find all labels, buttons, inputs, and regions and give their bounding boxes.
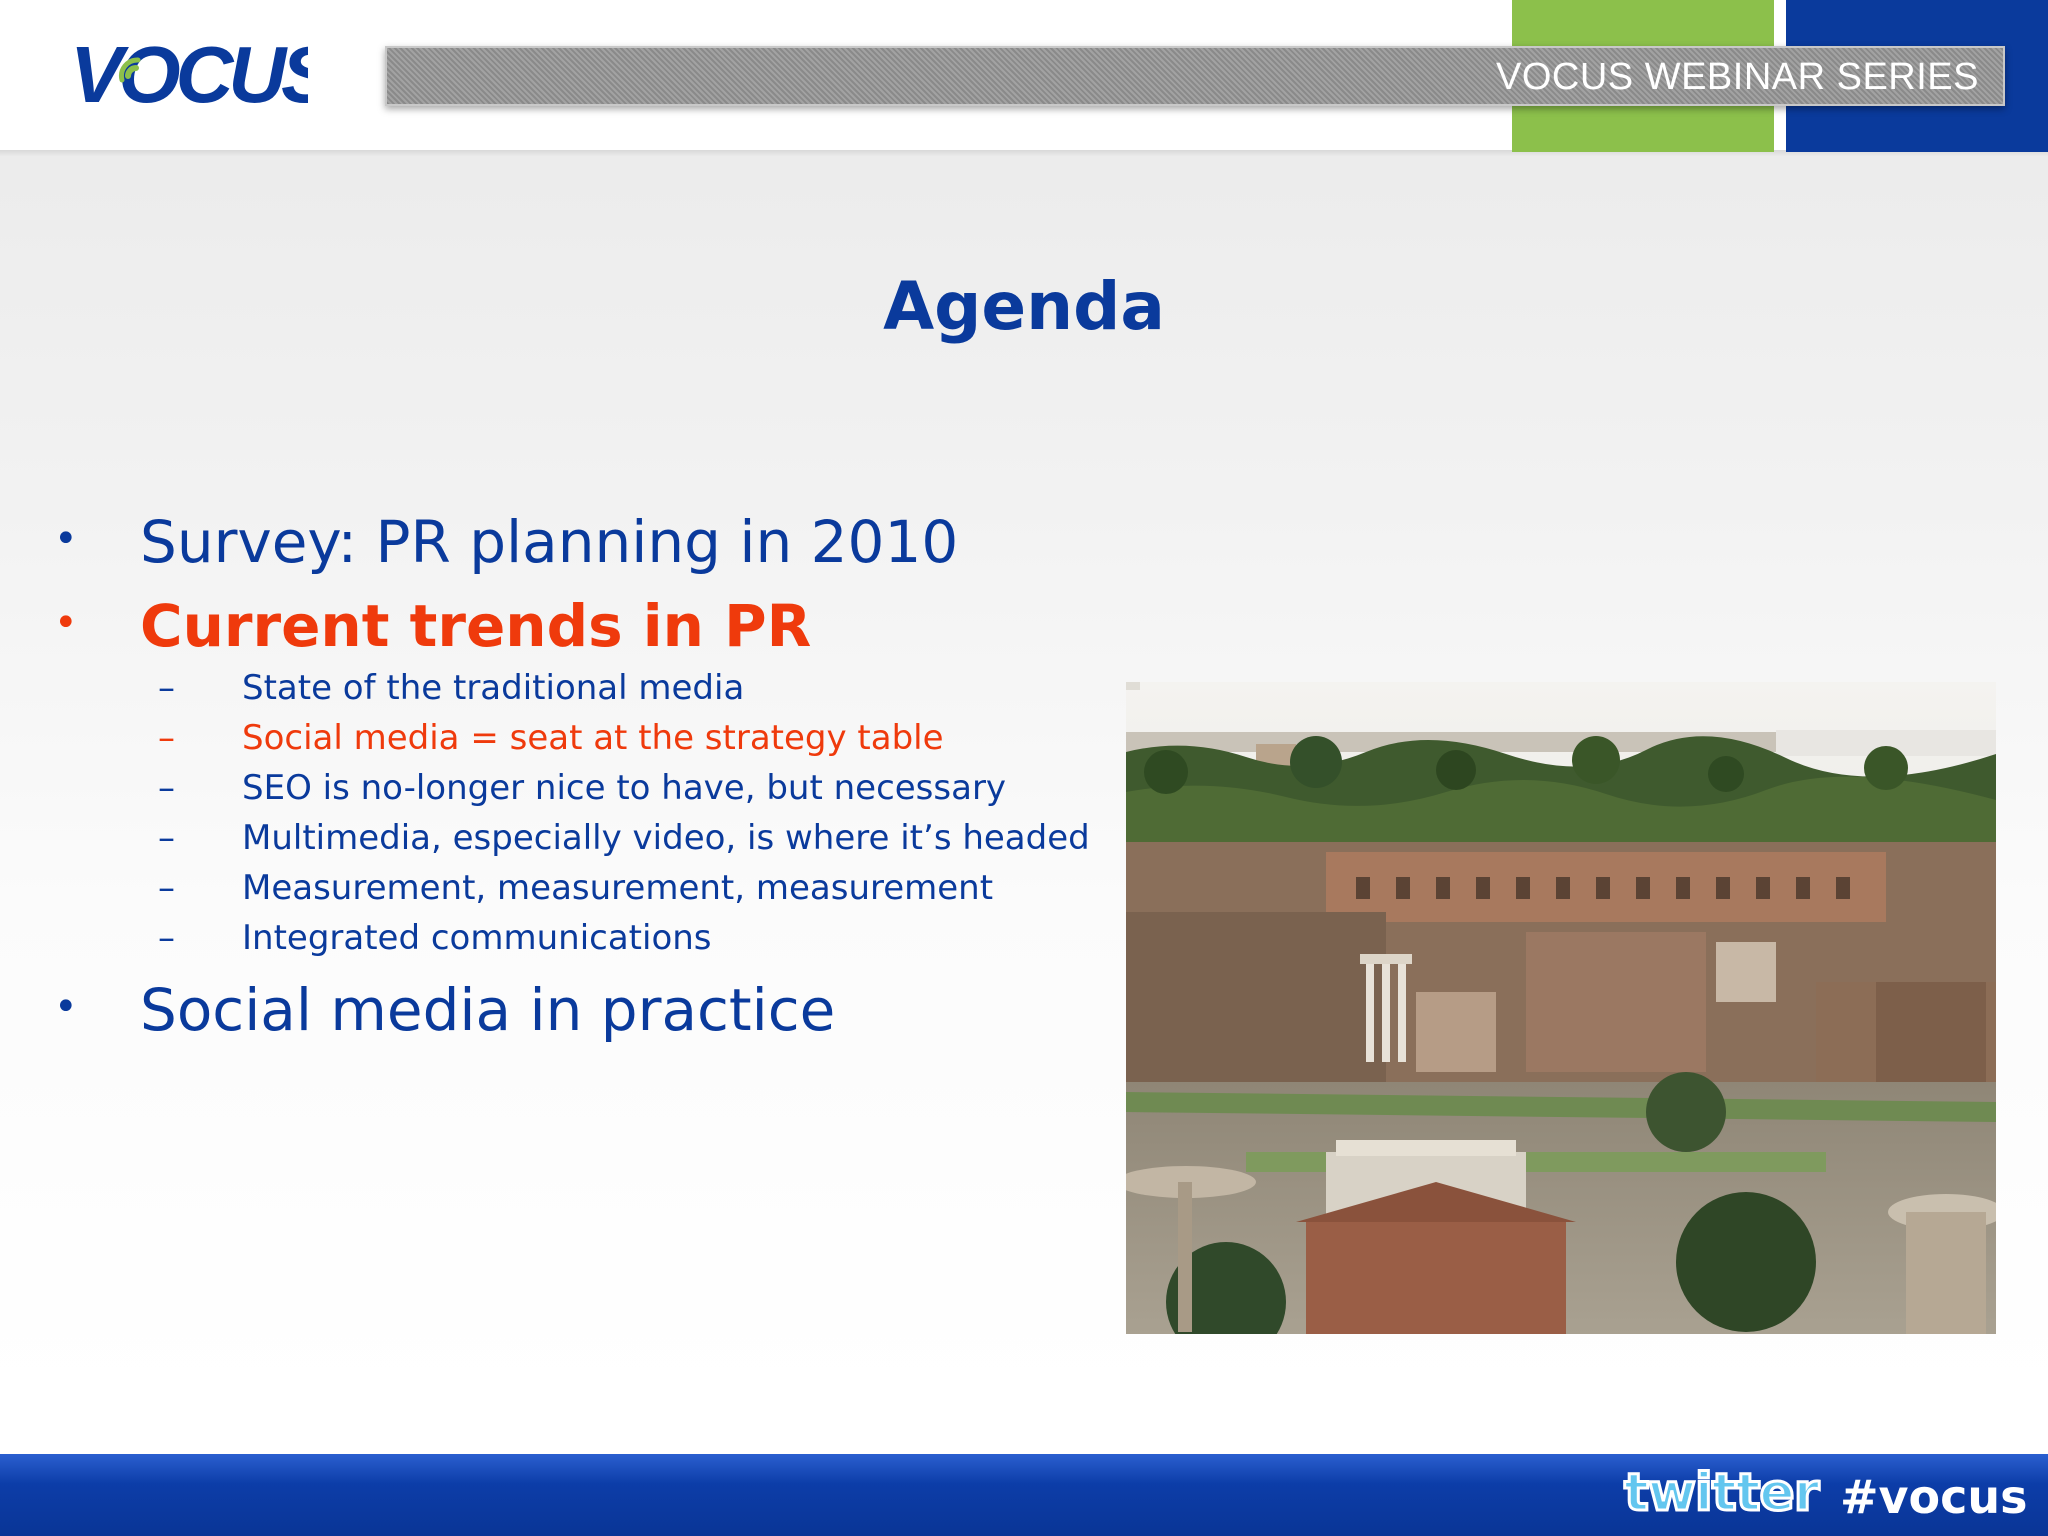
bullet-marker: • <box>54 516 78 562</box>
slide-title: Agenda <box>883 268 1165 345</box>
twitter-logo: twitter <box>1624 1463 1819 1523</box>
bullet-marker: • <box>54 984 78 1030</box>
sub-bullet-marker: – <box>158 718 175 758</box>
bullet-marker: • <box>54 600 78 646</box>
vocus-logo-mark <box>68 30 308 120</box>
agenda-item-text: Survey: PR planning in 2010 <box>140 508 959 576</box>
vocus-logo-text: VOCUS <box>70 30 308 119</box>
sub-bullet-marker: – <box>158 868 175 908</box>
vocus-logo <box>68 30 308 120</box>
sub-bullet-marker: – <box>158 818 175 858</box>
agenda-item-text: Social media in practice <box>140 976 836 1044</box>
agenda-sub-item-text: Measurement, measurement, measurement <box>242 868 994 908</box>
sub-bullet-marker: – <box>158 768 175 808</box>
twitter-hashtag: #vocus <box>1840 1470 2028 1524</box>
roman-forum-photo <box>1126 682 1996 1334</box>
sub-bullet-marker: – <box>158 668 175 708</box>
webinar-series-banner <box>385 46 2005 106</box>
agenda-sub-item-text: Social media = seat at the strategy table <box>242 718 944 758</box>
agenda-sub-item-text: Integrated communications <box>242 918 712 958</box>
agenda-sub-item-text: Multimedia, especially video, is where it’s headed <box>242 818 1090 858</box>
agenda-sub-item-text: State of the traditional media <box>242 668 745 708</box>
webinar-series-title: VOCUS WEBINAR SERIES <box>1496 56 1979 98</box>
roman-forum-illustration <box>1126 682 1996 1334</box>
agenda-sub-item-text: SEO is no-longer nice to have, but necessary <box>242 768 1007 808</box>
agenda-item-text: Current trends in PR <box>140 592 812 660</box>
sub-bullet-marker: – <box>158 918 175 958</box>
